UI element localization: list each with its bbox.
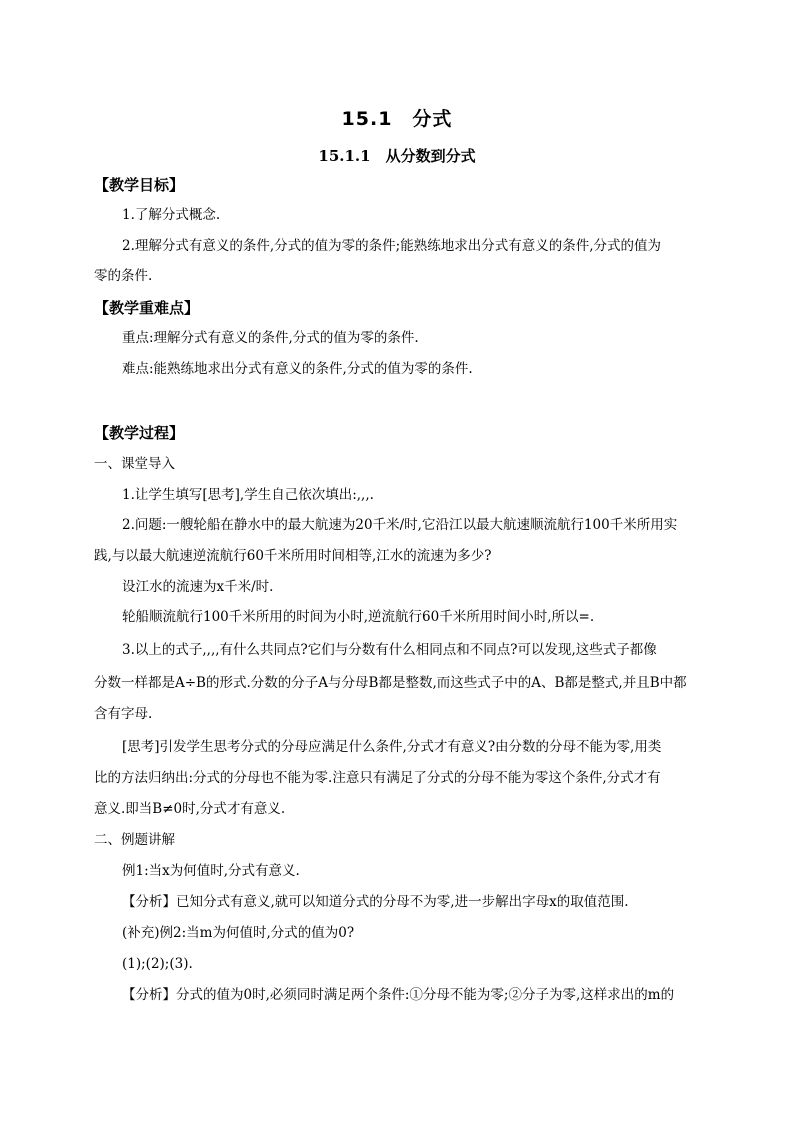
- key-points-heading: 【教学重难点】: [94, 299, 200, 317]
- process-line: 意义.即当B≠0时,分式才有意义.: [94, 801, 286, 817]
- process-line: 践,与以最大航速逆流航行60千米所用时间相等,江水的流速为多少?: [94, 548, 492, 564]
- objectives-heading: 【教学目标】: [94, 176, 185, 194]
- example-line: 【分析】分式的值为0时,必须同时满足两个条件:①分母不能为零;②分子为零,这样求出的m的: [122, 987, 675, 1003]
- process-line: 3.以上的式子,,,,有什么共同点?它们与分数有什么相同点和不同点?可以发现,这些式子都像: [122, 642, 657, 658]
- process-line: 比的方法归纳出:分式的分母也不能为零.注意只有满足了分式的分母不能为零这个条件,分式才有: [94, 770, 661, 786]
- process-line: 含有字母.: [94, 706, 153, 722]
- example-line: 【分析】已知分式有意义,就可以知道分式的分母不为零,进一步解出字母x的取值范围.: [122, 894, 629, 910]
- page-subtitle: 15.1.1 从分数到分式: [318, 147, 476, 165]
- example-line: (1);(2);(3).: [122, 956, 193, 972]
- process-line: 分数一样都是A÷B的形式.分数的分子A与分母B都是整数,而这些式子中的A、B都是整式,并且B中都: [94, 675, 687, 691]
- process-line: 轮船顺流航行100千米所用的时间为小时,逆流航行60千米所用时间小时,所以=.: [122, 609, 595, 625]
- page-title: 15.1 分式: [341, 108, 453, 130]
- objective-line: 零的条件.: [94, 268, 153, 284]
- example-line: (补充)例2:当m为何值时,分式的值为0?: [122, 925, 355, 941]
- process-line: [思考]引发学生思考分式的分母应满足什么条件,分式才有意义?由分数的分母不能为零,用类: [122, 739, 662, 755]
- process-line: 2.问题:一艘轮船在静水中的最大航速为20千米/时,它沿江以最大航速顺流航行100千米所用实: [122, 517, 678, 533]
- key-point-line: 难点:能熟练地求出分式有意义的条件,分式的值为零的条件.: [122, 361, 473, 377]
- objective-line: 1.了解分式概念.: [122, 207, 221, 223]
- process-heading: 【教学过程】: [94, 424, 185, 442]
- process-line: 设江水的流速为x千米/时.: [122, 579, 274, 595]
- example-line: 例1:当x为何值时,分式有意义.: [122, 863, 300, 879]
- process-line: 1.让学生填写[思考],学生自己依次填出:,,,.: [122, 487, 374, 503]
- part2-heading: 二、例题讲解: [94, 832, 175, 848]
- objective-line: 2.理解分式有意义的条件,分式的值为零的条件;能熟练地求出分式有意义的条件,分式的值为: [122, 238, 662, 254]
- key-point-line: 重点:理解分式有意义的条件,分式的值为零的条件.: [122, 330, 419, 346]
- part1-heading: 一、课堂导入: [94, 456, 175, 472]
